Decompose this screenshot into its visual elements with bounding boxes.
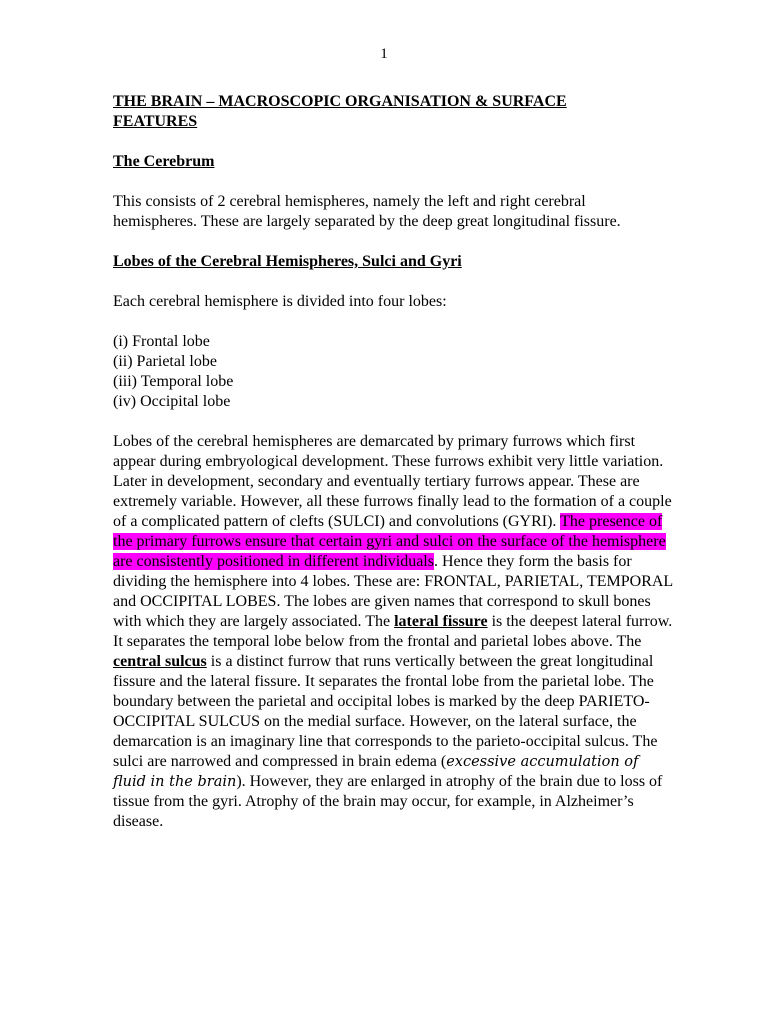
term-central-sulcus: central sulcus [113,653,207,670]
body-text: Lobes of the cerebral hemispheres are demarcated by primary furrows which first appear during embryological development. These furrows exhibit very little variation. Later in development, secondary and eventually tertiary furrows appear. These are extremely variable. However, all these furrows finally lead to the formation of a couple of a complicated pattern of clefts (SULCI) and convolutions (GYRI). [113,433,672,530]
body-text: is a distinct furrow that runs vertically between the great longitudinal fissure and the lateral fissure. It separates the frontal lobe from the parietal lobe. The boundary between the parietal and occipital lobes is marked by the deep PARIETO-OCCIPITAL SULCUS on the medial surface. However, on the lateral surface, the demarcation is an imaginary line that corresponds to the parieto-occipital sulcus. The sulci are narrowed and compressed in brain edema ( [113,653,658,770]
document-title [113,92,673,132]
body-text: . Hence they form the basis for dividing the hemisphere into 4 lobes. These are: FRONTAL, PARIETAL, TEMPORAL and OCCIPITAL LOBES. The lobes are given names that correspond to skull bones with which they are largely associated. The [113,553,673,630]
list-item: (i) Frontal lobe [113,333,210,350]
section-heading-cerebrum: The Cerebrum [113,153,215,170]
list-item: (iii) Temporal lobe [113,373,234,390]
section-heading-lobes: Lobes of the Cerebral Hemispheres, Sulci and Gyri [113,253,462,270]
lobes-list [113,332,673,412]
document-body [113,92,673,832]
term-lateral-fissure: lateral fissure [394,613,488,630]
cerebrum-paragraph: This consists of 2 cerebral hemispheres, namely the left and right cerebral hemispheres. These are largely separated by the deep great longitudinal fissure. [113,193,621,230]
lobes-intro: Each cerebral hemisphere is divided into four lobes: [113,293,447,310]
title-line-2: FEATURES [113,113,198,130]
list-item: (iv) Occipital lobe [113,393,231,410]
highlighted-text: The presence of the primary furrows ensure that certain gyri and sulci on the surface of the hemisphere are consistently positioned in different individuals [113,513,666,570]
edema-definition: excessive accumulation of fluid in the brain [113,754,639,790]
page-number: 1 [380,46,388,62]
list-item: (ii) Parietal lobe [113,353,217,370]
main-paragraph [113,432,673,832]
body-text: ). However, they are enlarged in atrophy of the brain due to loss of tissue from the gyri. Atrophy of the brain may occur, for example, in Alzheimer’s disease. [113,773,663,830]
body-text: is the deepest lateral furrow. It separates the temporal lobe below from the frontal and parietal lobes above. The [113,613,673,650]
title-line-1: THE BRAIN – MACROSCOPIC ORGANISATION & SURFACE [113,93,567,110]
